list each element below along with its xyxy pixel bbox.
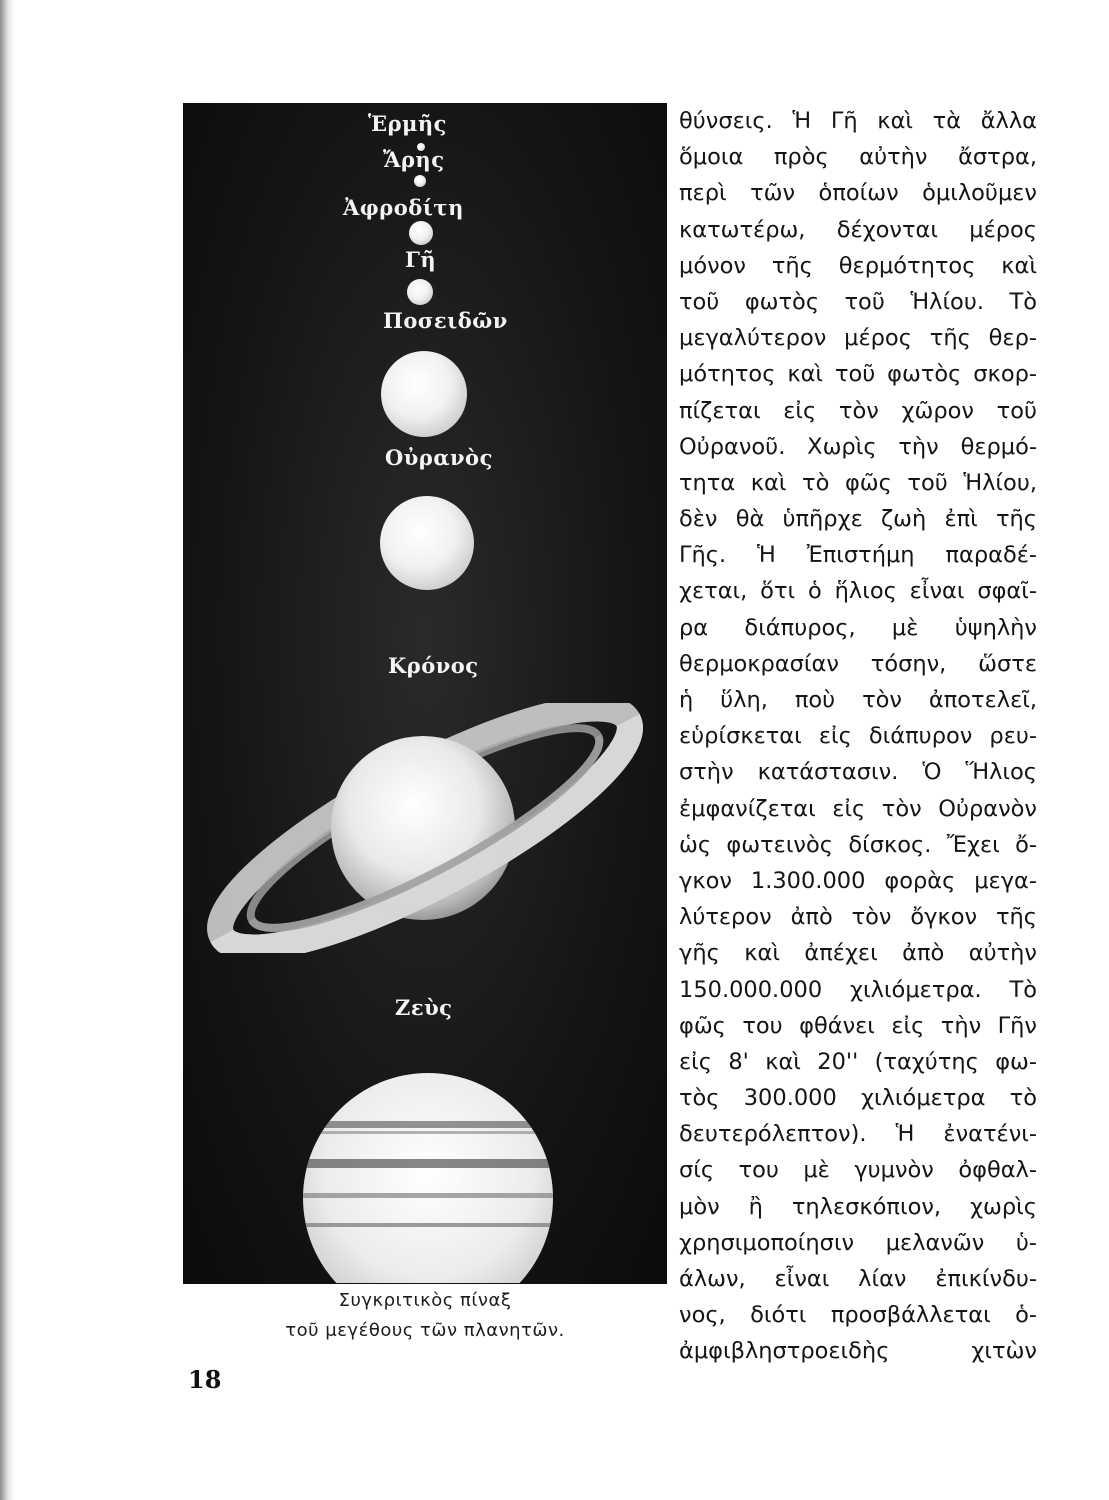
label-ouranos: Οὐρανὸς [385,445,493,470]
planet-zeus [303,1073,553,1283]
text-line: ρα διάπυρος, μὲ ὑψηλὴν [679,614,1037,641]
label-zeus: Ζεὺς [395,995,453,1020]
planet-ouranos [380,496,474,590]
planet-kronos [183,703,667,953]
text-line: μὸν ἢ τηλεσκόπιον, χωρὶς [679,1193,1037,1220]
text-line: στὴν κατάστασιν. Ὁ Ἥλιος [679,759,1037,786]
label-hermes: Ἑρμῆς [368,111,447,136]
text-line: νος, διότι προσβάλλεται ὁ- [679,1302,1037,1329]
planet-aphrodite [409,221,433,245]
label-aphrodite: Ἀφροδίτη [343,195,464,220]
text-line: ὅμοια πρὸς αὐτὴν ἄστρα, [679,144,1037,171]
text-line: γῆς καὶ ἀπέχει ἀπὸ αὐτὴν [679,940,1037,967]
figure-caption-line2: τοῦ μεγέθους τῶν πλανητῶν. [285,1320,565,1341]
label-poseidon: Ποσειδῶν [383,308,508,333]
text-line: άλων, εἶναι λίαν ἐπικίνδυ- [679,1266,1037,1292]
body-text [679,103,1037,1370]
text-line: ὡς φωτεινὸς δίσκος. Ἔχει ὄ- [679,831,1037,858]
text-line: 150.000.000 χιλιόμετρα. Τὸ [679,976,1037,1003]
text-line: χρησιμοποίησιν μελανῶν ὑ- [679,1229,1037,1256]
text-line: λύτερον ἀπὸ τὸν ὄγκον τῆς [679,904,1037,931]
planet-ge [407,279,433,305]
page-edge-shadow [0,0,14,1500]
text-line: χεται, ὅτι ὁ ἥλιος εἶναι σφαῖ- [679,578,1037,605]
text-line: ἀμφιβληστροειδὴς χιτὼν [679,1338,1037,1365]
text-line: περὶ τῶν ὁποίων ὁμιλοῦμεν [679,180,1037,207]
text-line: ἡ ὕλη, ποὺ τὸν ἀποτελεῖ, [679,687,1037,713]
text-line: δὲν θὰ ὑπῆρχε ζωὴ ἐπὶ τῆς [679,506,1037,533]
text-line: ἐμφανίζεται εἰς τὸν Οὐρανὸν [679,795,1037,822]
label-ge: Γῆ [405,247,437,272]
text-line: θύνσεις. Ἡ Γῆ καὶ τὰ ἄλλα [679,108,1037,134]
text-line: γκον 1.300.000 φορὰς μεγα- [679,867,1037,894]
label-ares: Ἄρης [383,147,445,172]
text-line: κατωτέρω, δέχονται μέρος [679,216,1037,243]
text-line: θερμοκρασίαν τόσην, ὥστε [679,650,1037,677]
text-line: Οὐρανοῦ. Χωρὶς τὴν θερμό- [679,433,1037,460]
text-line: φῶς του φθάνει εἰς τὴν Γῆν [679,1012,1037,1039]
figure-caption-line1: Συγκριτικὸς πίναξ [338,1290,512,1311]
text-line: τητα καὶ τὸ φῶς τοῦ Ἡλίου, [679,469,1037,496]
text-line: μόνον τῆς θερμότητος καὶ [679,252,1037,279]
text-line: πίζεται εἰς τὸν χῶρον τοῦ [679,397,1037,424]
text-line: εὑρίσκεται εἰς διάπυρον ρευ- [679,723,1037,750]
text-line: δευτερόλεπτον). Ἡ ἐνατένι- [679,1121,1037,1148]
text-line: σίς του μὲ γυμνὸν ὀφθαλ- [679,1157,1037,1184]
page-number: 18 [188,1365,222,1394]
text-line: τὸς 300.000 χιλιόμετρα τὸ [679,1085,1037,1112]
planet-ares [414,175,426,187]
planet-poseidon [381,351,467,437]
text-line: εἰς 8' καὶ 20'' (ταχύτης φω- [679,1048,1037,1075]
text-line: μεγαλύτερον μέρος τῆς θερ- [679,325,1037,352]
text-line: τοῦ φωτὸς τοῦ Ἡλίου. Τὸ [679,288,1037,315]
planets-figure [183,103,667,1284]
text-line: Γῆς. Ἡ Ἐπιστήμη παραδέ- [679,542,1037,569]
text-line: μότητος καὶ τοῦ φωτὸς σκορ- [679,361,1037,388]
label-kronos: Κρόνος [388,653,479,678]
